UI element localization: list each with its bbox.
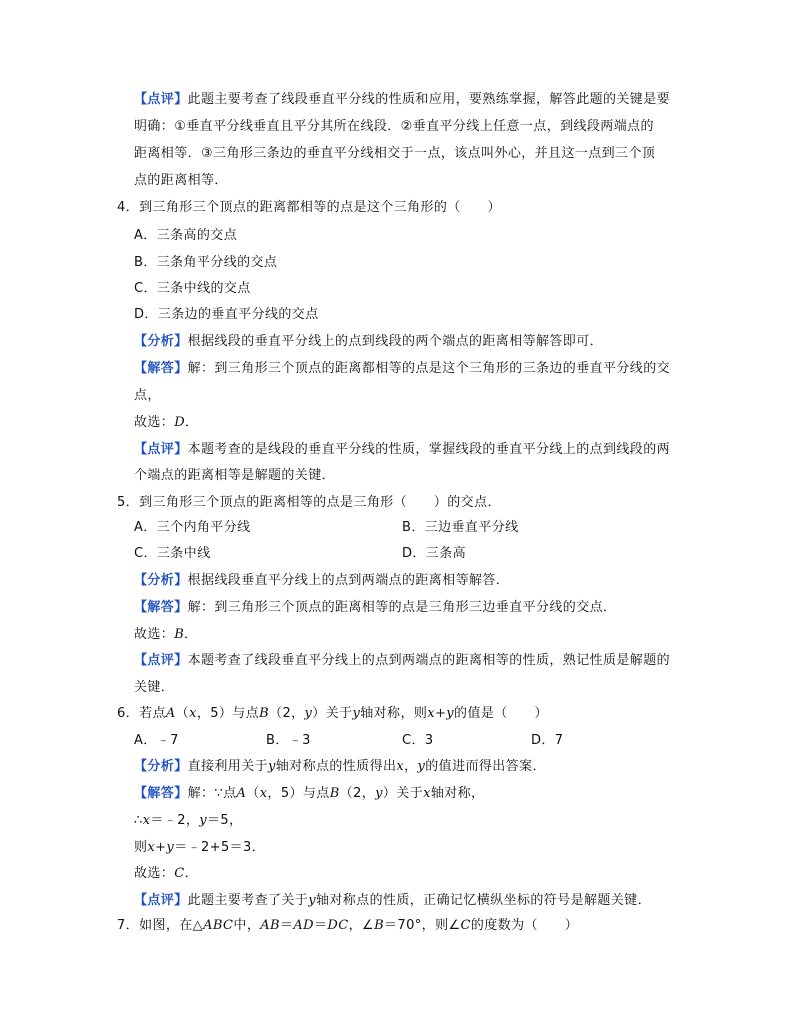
q3-review-line-2: 明确：①垂直平分线垂直且平分其所在线段．②垂直平分线上任意一点，到线段两端点的 [134,119,654,134]
analysis-tag: 【分析】 [134,573,188,588]
q4-review-line-1: 【点评】本题考查的是线段的垂直平分线的性质，掌握线段的垂直平分线上的点到线段的两 [134,442,671,457]
q6-answer-line-3: 则x+y＝﹣2+5＝3． [134,840,266,855]
q6-options-row [134,732,654,750]
answer-tag: 【解答】 [134,786,188,801]
q3-review-line-3: 距离相等．③三角形三条边的垂直平分线相交于一点，该点叫外心，并且这一点到三个顶 [134,146,656,161]
q3-review-line-4: 点的距离相等． [134,173,228,188]
analysis-tag: 【分析】 [134,334,188,349]
q6-stem: 6．若点A（x，5）与点B（2，y）关于y轴对称，则x+y的值是（ ） [117,706,548,721]
answer-tag: 【解答】 [134,600,188,615]
q4-analysis: 【分析】根据线段的垂直平分线上的点到线段的两个端点的距离相等解答即可． [134,334,604,349]
q6-option-b: B．﹣3 [266,733,311,748]
q4-option-d: D．三条边的垂直平分线的交点 [134,307,319,322]
q4-option-a: A．三条高的交点 [134,228,238,243]
review-tag: 【点评】 [134,442,188,457]
answer-tag: 【解答】 [134,361,188,376]
q5-review-line-2: 关键． [134,680,175,695]
q3-review-line-1: 【点评】此题主要考查了线段垂直平分线的性质和应用，要熟练掌握，解答此题的关键是要 [134,92,671,107]
q5-answer: 【解答】解：到三角形三个顶点的距离相等的点是三角形三边垂直平分线的交点． [134,600,617,615]
q5-option-b: B．三边垂直平分线 [402,520,519,535]
q5-option-d: D．三条高 [402,546,467,561]
q4-option-b: B．三条角平分线的交点 [134,255,278,270]
q6-analysis: 【分析】直接利用关于y轴对称点的性质得出x，y的值进而得出答案． [134,759,546,774]
q6-review: 【点评】此题主要考查了关于y轴对称点的性质，正确记忆横纵坐标的符号是解题关键． [134,893,651,908]
q5-review-line-1: 【点评】本题考查了线段垂直平分线上的点到两端点的距离相等的性质，熟记性质是解题的 [134,653,671,668]
q4-answer-line-2: 点， [134,388,161,403]
q6-answer-line-1: 【解答】解：∵点A（x，5）与点B（2，y）关于x轴对称， [134,786,485,801]
review-tag: 【点评】 [134,92,188,107]
q4-answer-line-1: 【解答】解：到三角形三个顶点的距离都相等的点是这个三角形的三条边的垂直平分线的交 [134,361,671,376]
q5-options-row-2 [134,545,654,563]
q6-answer-line-2: ∴x＝﹣2，y＝5， [134,813,243,828]
review-tag: 【点评】 [134,653,188,668]
q4-choice: 故选：D． [134,415,199,430]
q4-option-c: C．三条中线的交点 [134,281,251,296]
q5-option-c: C．三条中线 [134,546,211,561]
q5-option-a: A．三个内角平分线 [134,520,251,535]
q4-review-line-2: 个端点的距离相等是解题的关键． [134,468,336,483]
q5-options-row-1 [134,519,654,537]
q4-stem: 4．到三角形三个顶点的距离都相等的点是这个三角形的（ ） [117,200,501,215]
q6-option-a: A．﹣7 [134,733,179,748]
q5-analysis: 【分析】根据线段垂直平分线上的点到两端点的距离相等解答． [134,573,510,588]
review-tag: 【点评】 [134,893,188,908]
q5-choice: 故选：B． [134,627,198,642]
q7-stem: 7．如图，在△ABC中，AB＝AD＝DC，∠B＝70°，则∠C的度数为（ ） [117,918,579,933]
q6-option-c: C．3 [402,733,434,748]
analysis-tag: 【分析】 [134,759,188,774]
q5-stem: 5．到三角形三个顶点的距离相等的点是三角形（ ）的交点． [117,495,501,510]
q6-option-d: D．7 [531,733,564,748]
q6-choice: 故选：C． [134,866,198,881]
